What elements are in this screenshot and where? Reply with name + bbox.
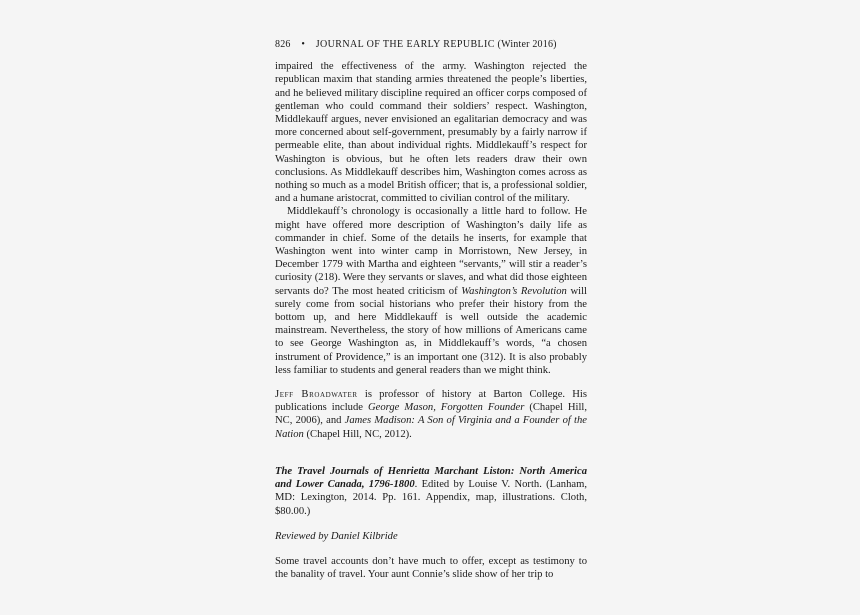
reviewer-line: Reviewed by Daniel Kilbride — [275, 530, 398, 542]
paragraph-2-text-a: Middlekauff’s chronology is occasionally a little hard to follow. He might have offered more description of Washington’s daily life as commander in chief. Some of the details he inserts, for example that Washington went into winter camp in Morristown, New Jersey, in December 1779 with Martha and eighteen “servants,” will stir a reader’s curiosity (218). Were they servants or slaves, and what did those eighteen servants do? The most heated criticism of — [275, 206, 587, 297]
bio-book-2: James Madison: A Son of Virginia and a Founder of the Nation — [275, 415, 587, 440]
body-paragraph-2 — [275, 205, 587, 377]
bio-author-name: Jeff Broadwater — [275, 389, 358, 401]
paragraph-2-text-b: will surely come from social historians who prefer their history from the bottom up, and here Middlekauff is well outside the academic mainstream. Nevertheless, the story of how millions of Americans came to see George Washington as, in Middlekauff’s words, “a chosen instrument of Providence,” is an important one (312). It is also probably less familiar to students and general readers than we might think. — [275, 285, 587, 376]
bio-text-2: (Chapel Hill, NC, 2006), and — [275, 402, 587, 427]
bio-book-1: George Mason, Forgotten Founder — [367, 402, 525, 414]
book-title-washingtons-revolution: Washington’s Revolution — [461, 285, 567, 297]
text-column — [275, 38, 587, 581]
journal-title: JOURNAL OF THE EARLY REPUBLIC — [315, 39, 495, 50]
reviewed-book-title: The Travel Journals of Henrietta Marchant Liston: North America and Lower Canada, 1796-1800 — [275, 465, 587, 491]
running-head — [275, 38, 587, 51]
review-heading — [275, 465, 587, 518]
reviewed-book-details: . Edited by Louise V. North. (Lanham, MD: Lexington, 2014. Pp. 161. Appendix, map, illustrations. Cloth, $80.00.) — [275, 479, 587, 517]
review-opening-paragraph: Some travel accounts don’t have much to offer, except as testimony to the banality of travel. Your aunt Connie’s slide show of her trip to — [275, 555, 587, 581]
bio-text-1: is professor of history at Barton College. His publications include — [275, 389, 587, 414]
author-bio — [275, 388, 587, 441]
page-number: 826 — [275, 39, 291, 50]
issue-label: (Winter 2016) — [497, 39, 557, 50]
bio-text-3: (Chapel Hill, NC, 2012). — [303, 428, 412, 440]
body-paragraph-1: impaired the effectiveness of the army. Washington rejected the republican maxim that standing armies threatened the people’s liberties, and he believed military discipline required an officer corps composed of gentleman who could command their soldiers’ respect. Washington, Middlekauff argues, never envisioned an egalitarian democracy and was more concerned about self-government, presumably by a fairly narrow if permeable elite, than about individual rights. Middlekauff’s respect for Washington is obvious, but he often lets readers draw their own conclusions. As Middlekauff describes him, Washington comes across as nothing so much as a model British officer; that is, a professional soldier, and a humane aristocrat, committed to civilian control of the military. — [275, 61, 587, 205]
bullet-separator: • — [301, 39, 306, 50]
